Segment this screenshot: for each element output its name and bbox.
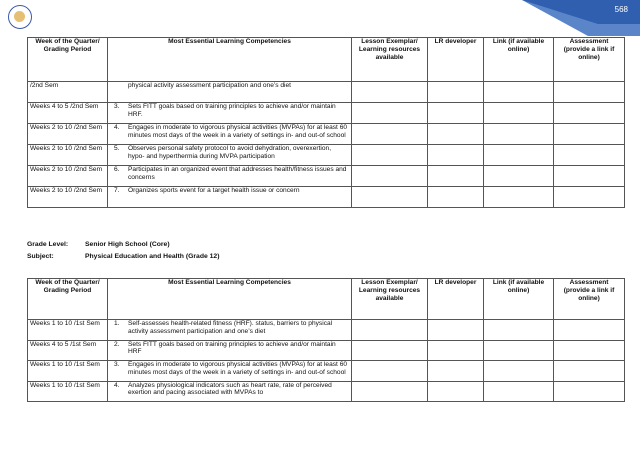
competency-table-1 [27,37,625,208]
competency-text: Engages in moderate to vigorous physical activities (MVPAs) for at least 60 minutes most days of the week in a variety of settings in- and out-of school [128,361,348,376]
table-row [28,103,625,124]
competency-number: 5. [114,145,120,152]
header-week: Week of the Quarter/ Grading Period [28,279,108,320]
header-lesson: Lesson Exemplar/ Learning resources available [352,279,428,320]
lr-cell [428,124,484,145]
competency-number: 6. [114,166,120,173]
week-cell: /2nd Sem [28,82,108,103]
link-cell [484,103,554,124]
lesson-cell [352,361,428,382]
lr-cell [428,381,484,402]
assessment-cell [554,187,625,208]
week-cell: Weeks 2 to 10 /2nd Sem [28,166,108,187]
table-row [28,166,625,187]
week-cell: Weeks 1 to 10 /1st Sem [28,361,108,382]
competency-table-2 [27,278,625,402]
header-competency: Most Essential Learning Competencies [108,38,352,82]
lesson-cell [352,340,428,361]
subject-label: Subject: [27,253,54,260]
lr-cell [428,187,484,208]
table-header-row [28,38,625,82]
week-cell: Weeks 2 to 10 /2nd Sem [28,124,108,145]
header-link: Link (if available online) [484,279,554,320]
competency-cell [108,166,352,187]
lr-cell [428,145,484,166]
table-row [28,187,625,208]
competency-cell [108,124,352,145]
table-row [28,124,625,145]
competency-number: 3. [114,361,120,368]
competency-cell [108,381,352,402]
lesson-cell [352,320,428,341]
competency-cell [108,82,352,103]
link-cell [484,145,554,166]
assessment-cell [554,145,625,166]
lesson-cell [352,166,428,187]
grade-level-label: Grade Level: [27,241,69,248]
week-cell: Weeks 2 to 10 /2nd Sem [28,145,108,166]
lr-cell [428,361,484,382]
lesson-cell [352,187,428,208]
grade-level-value: Senior High School (Core) [85,241,170,248]
lr-cell [428,166,484,187]
header-competency: Most Essential Learning Competencies [108,279,352,320]
header-link: Link (if available online) [484,38,554,82]
subject-line [27,253,219,260]
link-cell [484,361,554,382]
assessment-cell [554,124,625,145]
competency-cell [108,340,352,361]
table-row [28,361,625,382]
link-cell [484,187,554,208]
header-lr: LR developer [428,38,484,82]
table-row [28,145,625,166]
competency-cell [108,103,352,124]
table-row [28,381,625,402]
lr-cell [428,340,484,361]
competency-cell [108,187,352,208]
competency-text: physical activity assessment participation and one’s diet [128,82,291,89]
competency-text: Analyzes physiological indicators such as heart rate, rate of perceived exertion and pacing associated with MVPAs to [128,381,332,397]
competency-number [110,82,128,90]
deped-seal-logo [8,5,32,29]
competency-text: Observes personal safety protocol to avoid dehydration, overexertion, hypo- and hyperthermia during MVPA participation [128,145,332,160]
table-row [28,340,625,361]
week-cell: Weeks 4 to 5 /1st Sem [28,340,108,361]
header-lr: LR developer [428,279,484,320]
competency-cell [108,145,352,166]
week-cell: Weeks 1 to 10 /1st Sem [28,320,108,341]
assessment-cell [554,166,625,187]
competency-cell [108,320,352,341]
lr-cell [428,82,484,103]
table-row [28,82,625,103]
competency-text: Sets FITT goals based on training principles to achieve and/or maintain HRF. [128,103,336,118]
competency-number: 4. [114,124,120,131]
assessment-cell [554,361,625,382]
week-cell: Weeks 4 to 5 /2nd Sem [28,103,108,124]
table-row [28,320,625,341]
week-cell: Weeks 2 to 10 /2nd Sem [28,187,108,208]
link-cell [484,166,554,187]
subject-value: Physical Education and Health (Grade 12) [85,253,220,260]
assessment-cell [554,82,625,103]
competency-text: Engages in moderate to vigorous physical activities (MVPAs) for at least 60 minutes most days of the week in a variety of settings in- and out-of school [128,124,348,139]
link-cell [484,82,554,103]
competency-cell [108,361,352,382]
competency-number: 1. [114,320,120,327]
grade-level-line [27,241,170,248]
assessment-cell [554,340,625,361]
competency-text: Sets FITT goals based on training principles to achieve and/or maintain HRF [128,340,336,356]
lr-cell [428,103,484,124]
page-number: 568 [614,5,628,14]
lesson-cell [352,145,428,166]
competency-number: 7. [114,187,120,194]
competency-number: 3. [114,103,120,110]
header-week: Week of the Quarter/ Grading Period [28,38,108,82]
competency-number: 4. [114,381,120,389]
link-cell [484,381,554,402]
competency-number: 2. [114,340,120,348]
header-lesson: Lesson Exemplar/ Learning resources available [352,38,428,82]
week-cell: Weeks 1 to 10 /1st Sem [28,381,108,402]
link-cell [484,124,554,145]
lr-cell [428,320,484,341]
assessment-cell [554,103,625,124]
header-assessment: Assessment (provide a link if online) [554,279,625,320]
competency-text: Organizes sports event for a target health issue or concern [128,187,300,194]
lesson-cell [352,103,428,124]
assessment-cell [554,381,625,402]
link-cell [484,320,554,341]
lesson-cell [352,381,428,402]
assessment-cell [554,320,625,341]
lesson-cell [352,124,428,145]
link-cell [484,340,554,361]
table-header-row [28,279,625,320]
header-assessment: Assessment (provide a link if online) [554,38,625,82]
lesson-cell [352,82,428,103]
competency-text: Self-assesses health-related fitness (HRF). status, barriers to physical activity assessment participation and one’s diet [128,320,333,335]
competency-text: Participates in an organized event that addresses health/fitness issues and concerns [128,166,347,181]
